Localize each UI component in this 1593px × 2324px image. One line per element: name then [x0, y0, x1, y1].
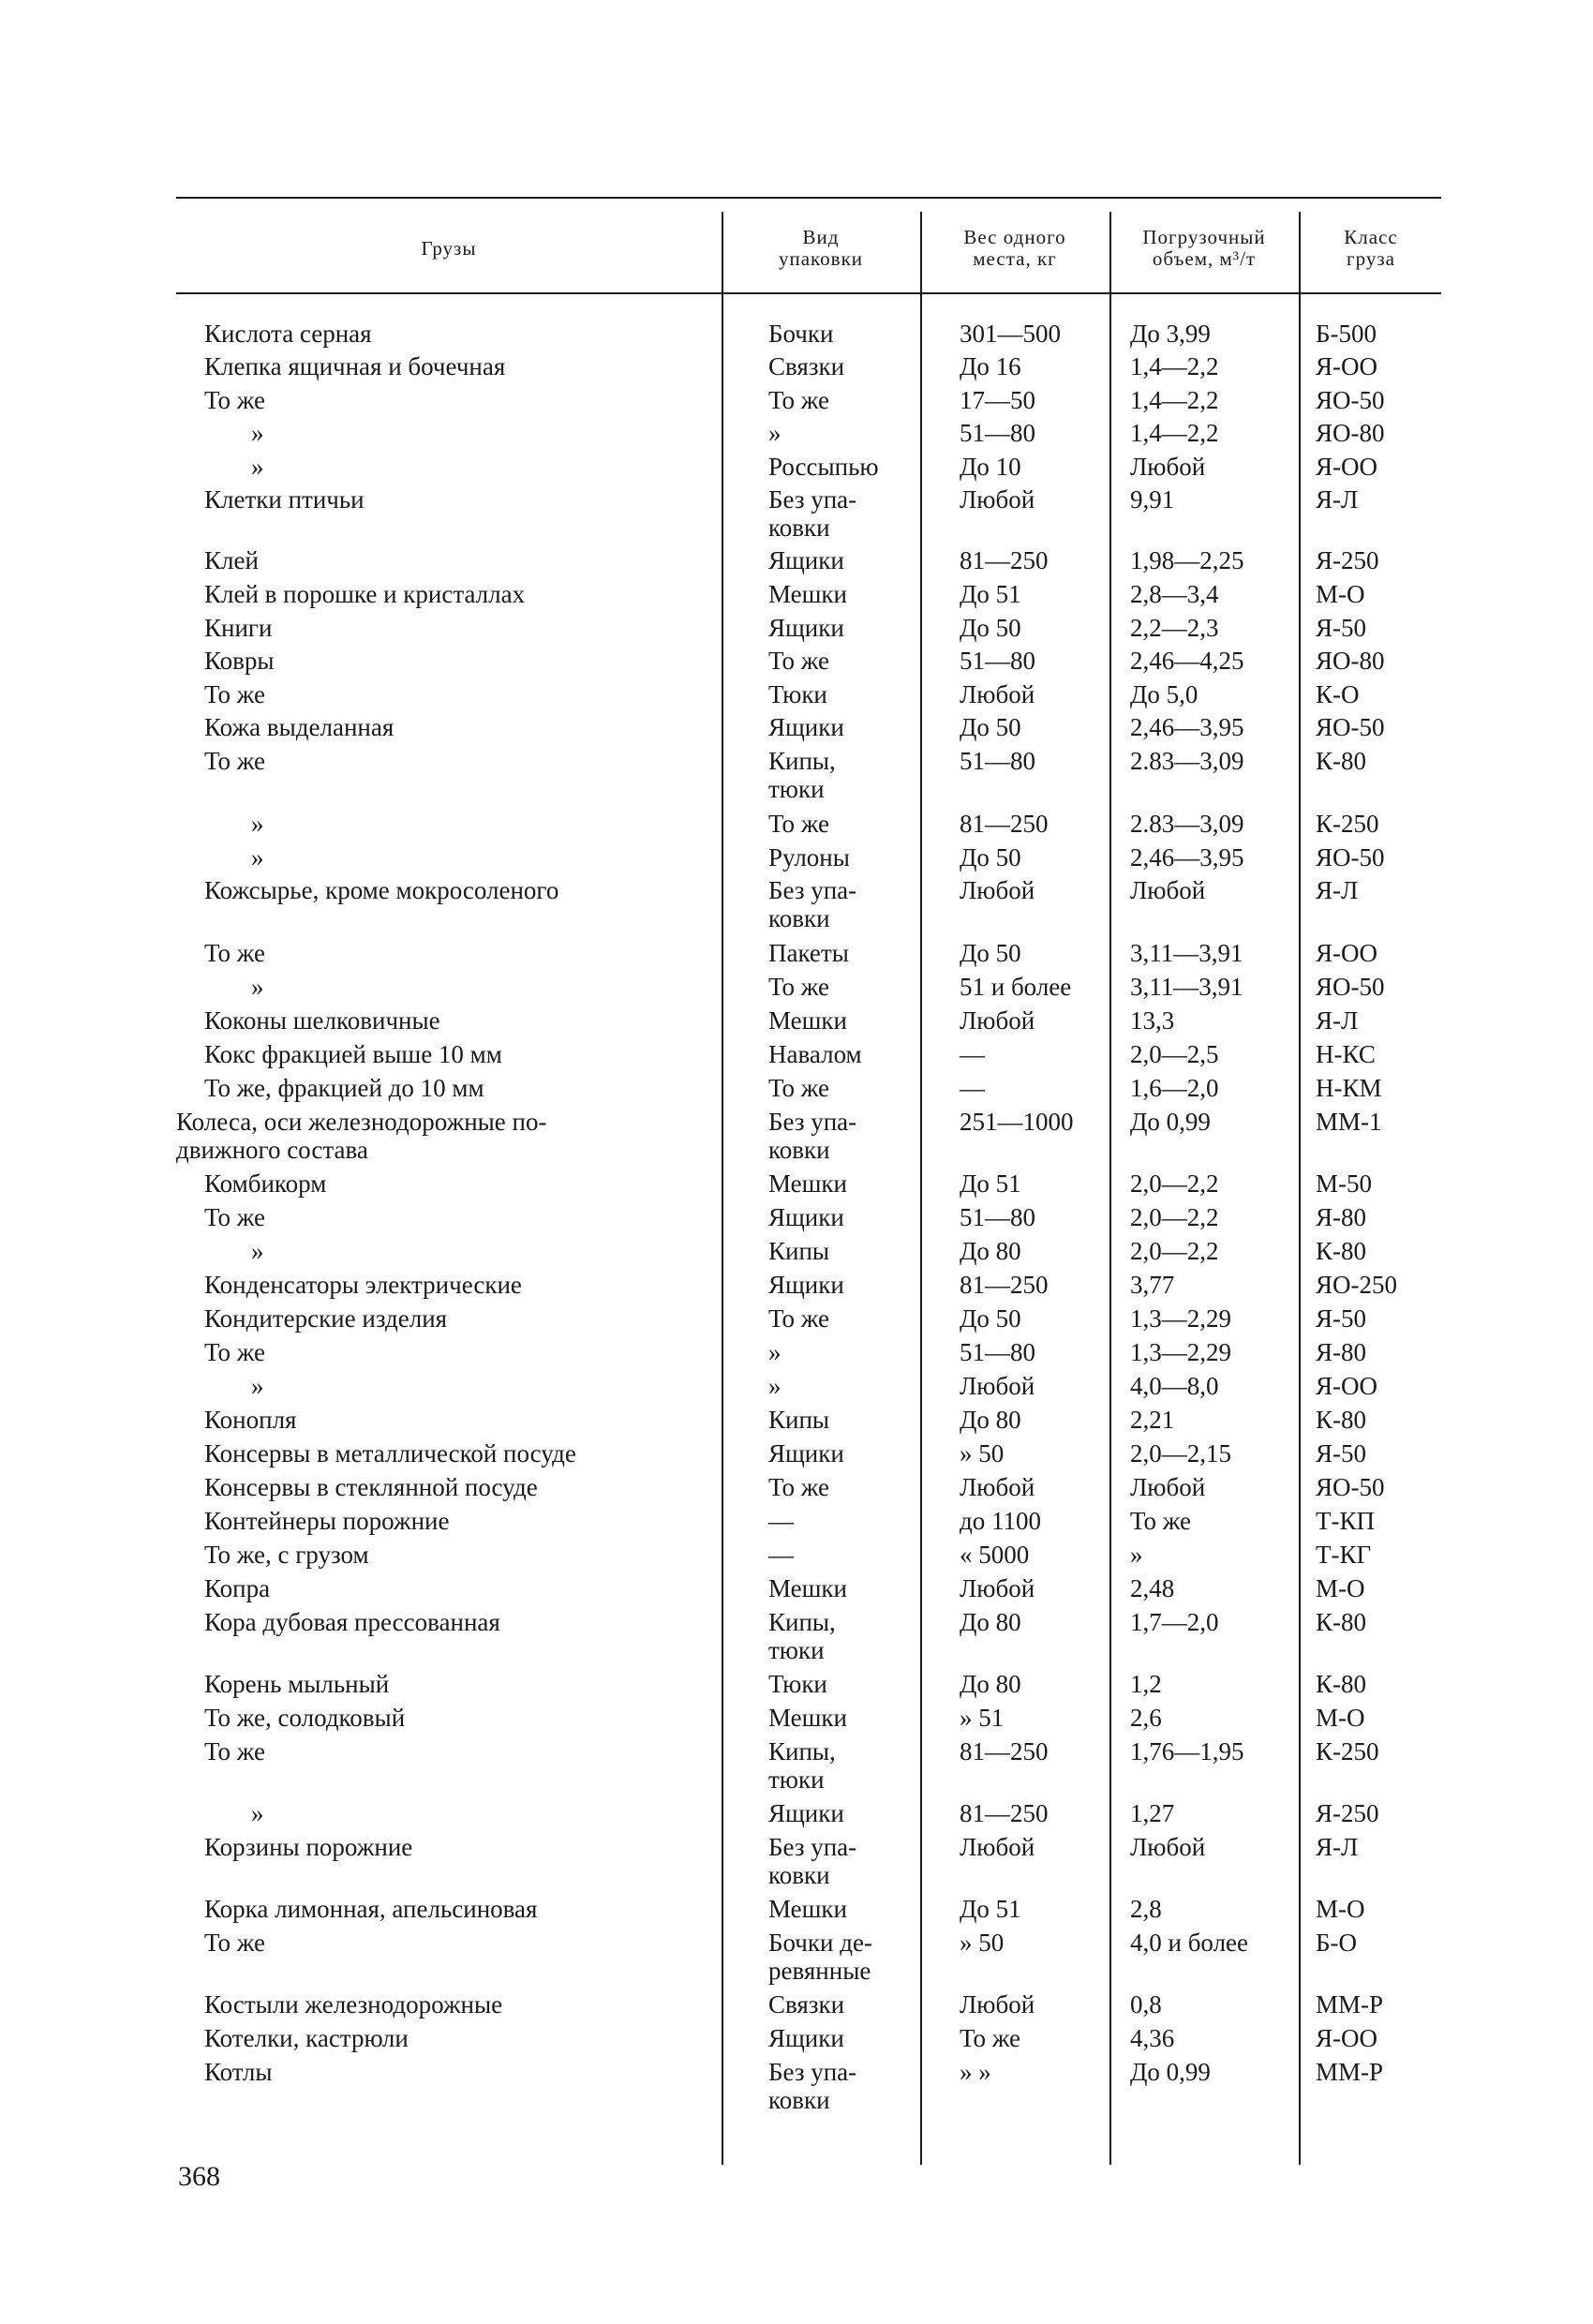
unit-weight: То же [960, 2024, 1020, 2052]
unit-weight: До 50 [960, 614, 1021, 642]
cargo-class: Я-50 [1316, 614, 1366, 642]
packing-type: Ящики [768, 2024, 844, 2052]
loading-volume: 2,8 [1130, 1895, 1162, 1923]
cargo-name: Корка лимонная, апельсиновая [204, 1895, 538, 1923]
packing-type: Навалом [768, 1040, 862, 1068]
loading-volume: До 3,99 [1130, 320, 1211, 348]
loading-volume: Любой [1130, 453, 1206, 481]
packing-type: Рулоны [768, 843, 850, 872]
loading-volume: 4,36 [1130, 2024, 1175, 2052]
table-header-rule [176, 292, 1441, 294]
packing-type: Без упа- ковки [768, 1108, 857, 1164]
column-divider [920, 212, 922, 2165]
cargo-name: Котлы [204, 2058, 273, 2086]
loading-volume: 1,6—2,0 [1130, 1074, 1219, 1102]
cargo-class: ЯО-50 [1316, 973, 1385, 1001]
cargo-class: ММ-Р [1316, 1990, 1384, 2019]
packing-type: Ящики [768, 546, 844, 574]
packing-type: — [768, 1507, 794, 1535]
loading-volume: 4,0—8,0 [1130, 1372, 1219, 1400]
cargo-name: » [251, 843, 264, 872]
unit-weight: Любой [960, 1574, 1035, 1602]
packing-type: Тюки [768, 1670, 827, 1698]
packing-type: — [768, 1541, 794, 1569]
packing-type: Мешки [768, 1704, 847, 1732]
cargo-name: То же [204, 1929, 265, 1957]
cargo-class: Н-КС [1316, 1040, 1376, 1068]
cargo-class: Н-КМ [1316, 1074, 1382, 1102]
cargo-class: Я-ОО [1316, 352, 1377, 380]
cargo-name: Клепка ящичная и бочечная [204, 352, 506, 380]
cargo-class: Б-500 [1316, 320, 1377, 348]
header-weight: Вес одного места, кг [963, 226, 1066, 270]
cargo-name: Кожа выделанная [204, 713, 395, 741]
cargo-class: К-250 [1316, 1737, 1379, 1765]
packing-type: Без упа- ковки [768, 1833, 857, 1889]
packing-type: Ящики [768, 614, 844, 642]
loading-volume: 3,11—3,91 [1130, 939, 1243, 967]
unit-weight: 81—250 [960, 1271, 1049, 1299]
cargo-class: Я-ОО [1316, 453, 1377, 481]
cargo-name: То же, с грузом [204, 1541, 369, 1569]
cargo-name: Ковры [204, 647, 275, 675]
loading-volume: 2,46—4,25 [1130, 647, 1244, 675]
cargo-class: М-О [1316, 1895, 1365, 1923]
cargo-name: Кондитерские изделия [204, 1304, 448, 1333]
loading-volume: 2,8—3,4 [1130, 580, 1219, 608]
cargo-class: К-80 [1316, 1608, 1366, 1636]
loading-volume: 4,0 и более [1130, 1929, 1249, 1957]
unit-weight: 301—500 [960, 320, 1061, 348]
loading-volume: Любой [1130, 876, 1206, 904]
packing-type: То же [768, 1074, 829, 1102]
unit-weight: » 51 [960, 1704, 1005, 1732]
cargo-name: Конденсаторы электрические [204, 1271, 522, 1299]
cargo-name: То же [204, 680, 265, 708]
packing-type: Без упа- ковки [768, 2058, 857, 2114]
page-number: 368 [178, 2161, 220, 2192]
cargo-name: Кислота серная [204, 320, 372, 348]
packing-type: Ящики [768, 1203, 844, 1231]
cargo-class: Я-Л [1316, 876, 1359, 904]
cargo-class: Я-Л [1316, 485, 1359, 514]
loading-volume: 2,21 [1130, 1406, 1175, 1434]
packing-type: Бочки де- ревянные [768, 1929, 872, 1985]
unit-weight: 51—80 [960, 1338, 1035, 1366]
loading-volume: 2,46—3,95 [1130, 713, 1244, 741]
cargo-name: Комбикорм [204, 1169, 327, 1198]
cargo-name: » [251, 810, 264, 838]
packing-type: Кипы, тюки [768, 1608, 836, 1664]
packing-type: То же [768, 386, 829, 414]
header-packing: Вид упаковки [778, 226, 864, 270]
loading-volume: 3,11—3,91 [1130, 973, 1243, 1001]
packing-type: Ящики [768, 713, 844, 741]
column-divider [1109, 212, 1111, 2165]
cargo-name: Клетки птичьи [204, 485, 365, 514]
cargo-name: Конопля [204, 1406, 297, 1434]
unit-weight: » 50 [960, 1929, 1005, 1957]
cargo-class: М-50 [1316, 1169, 1372, 1198]
loading-volume: 2,0—2,2 [1130, 1203, 1219, 1231]
packing-type: Бочки [768, 320, 834, 348]
cargo-name: Копра [204, 1574, 271, 1602]
unit-weight: Любой [960, 680, 1035, 708]
cargo-name: То же [204, 747, 265, 775]
unit-weight: 51—80 [960, 419, 1035, 447]
unit-weight: Любой [960, 1006, 1035, 1035]
loading-volume: 1,3—2,29 [1130, 1338, 1231, 1366]
cargo-class: К-250 [1316, 810, 1379, 838]
cargo-class: ЯО-50 [1316, 386, 1385, 414]
cargo-class: Я-ОО [1316, 2024, 1377, 2052]
cargo-class: Я-80 [1316, 1203, 1366, 1231]
cargo-class: Я-80 [1316, 1338, 1366, 1366]
unit-weight: До 50 [960, 843, 1021, 872]
cargo-class: М-О [1316, 1574, 1365, 1602]
packing-type: Кипы [768, 1406, 830, 1434]
cargo-name: То же [204, 1203, 265, 1231]
cargo-class: Я-50 [1316, 1304, 1366, 1333]
loading-volume: 1,27 [1130, 1799, 1175, 1827]
cargo-class: Я-250 [1316, 546, 1379, 574]
packing-type: » [768, 419, 782, 447]
cargo-name: Костыли железнодорожные [204, 1990, 503, 2019]
packing-type: Ящики [768, 1799, 844, 1827]
unit-weight: До 80 [960, 1608, 1021, 1636]
loading-volume: 9,91 [1130, 485, 1175, 514]
packing-type: Пакеты [768, 939, 849, 967]
packing-type: Кипы, тюки [768, 1737, 836, 1794]
unit-weight: До 51 [960, 1169, 1021, 1198]
cargo-class: ЯО-50 [1316, 843, 1385, 872]
unit-weight: » 50 [960, 1439, 1005, 1467]
header-cargo: Грузы [421, 237, 477, 260]
cargo-name: Котелки, кастрюли [204, 2024, 409, 2052]
cargo-class: К-80 [1316, 747, 1366, 775]
cargo-class: Я-250 [1316, 1799, 1379, 1827]
unit-weight: Любой [960, 1372, 1035, 1400]
unit-weight: До 50 [960, 939, 1021, 967]
packing-type: То же [768, 973, 829, 1001]
cargo-class: Б-О [1316, 1929, 1357, 1957]
unit-weight: Любой [960, 485, 1035, 514]
packing-type: Тюки [768, 680, 827, 708]
cargo-name: Консервы в стеклянной посуде [204, 1473, 538, 1501]
unit-weight: Любой [960, 1473, 1035, 1501]
unit-weight: До 50 [960, 1304, 1021, 1333]
cargo-name: » [251, 1237, 264, 1265]
cargo-name: То же, фракцией до 10 мм [204, 1074, 484, 1102]
unit-weight: « 5000 [960, 1541, 1030, 1569]
packing-type: Россыпью [768, 453, 879, 481]
loading-volume: До 5,0 [1130, 680, 1198, 708]
cargo-class: К-80 [1316, 1406, 1366, 1434]
header-volume: Погрузочный объем, м³/т [1142, 226, 1266, 270]
packing-type: Мешки [768, 580, 847, 608]
unit-weight: 81—250 [960, 1799, 1049, 1827]
unit-weight: 51—80 [960, 1203, 1035, 1231]
unit-weight: До 51 [960, 580, 1021, 608]
cargo-name: » [251, 419, 264, 447]
cargo-class: Т-КГ [1316, 1541, 1372, 1569]
cargo-name: Книги [204, 614, 273, 642]
packing-type: Связки [768, 352, 845, 380]
header-class: Класс груза [1344, 226, 1398, 270]
cargo-class: М-О [1316, 580, 1365, 608]
loading-volume: 1,4—2,2 [1130, 352, 1219, 380]
packing-type: Мешки [768, 1574, 847, 1602]
unit-weight: 81—250 [960, 810, 1049, 838]
cargo-name: То же [204, 1338, 265, 1366]
packing-type: Ящики [768, 1271, 844, 1299]
cargo-name: То же [204, 1737, 265, 1765]
cargo-name: Колеса, оси железнодорожные по- движного состава [176, 1108, 547, 1164]
table-top-rule [176, 197, 1441, 199]
loading-volume: 1,4—2,2 [1130, 419, 1219, 447]
loading-volume: 1,2 [1130, 1670, 1162, 1698]
cargo-name: » [251, 1799, 264, 1827]
unit-weight: До 10 [960, 453, 1021, 481]
loading-volume: 1,7—2,0 [1130, 1608, 1219, 1636]
cargo-name: Кора дубовая прессованная [204, 1608, 500, 1636]
cargo-name: » [251, 973, 264, 1001]
unit-weight: 17—50 [960, 386, 1035, 414]
cargo-class: ММ-Р [1316, 2058, 1384, 2086]
unit-weight: До 16 [960, 352, 1021, 380]
loading-volume: 2,0—2,2 [1130, 1237, 1219, 1265]
unit-weight: 81—250 [960, 1737, 1049, 1765]
loading-volume: 2,48 [1130, 1574, 1175, 1602]
loading-volume: 1,76—1,95 [1130, 1737, 1244, 1765]
loading-volume: 2.83—3,09 [1130, 747, 1244, 775]
unit-weight: 251—1000 [960, 1108, 1074, 1136]
cargo-name: Контейнеры порожние [204, 1507, 450, 1535]
unit-weight: Любой [960, 876, 1035, 904]
cargo-class: К-80 [1316, 1670, 1366, 1698]
unit-weight: Любой [960, 1990, 1035, 2019]
cargo-name: » [251, 1372, 264, 1400]
loading-volume: 1,3—2,29 [1130, 1304, 1231, 1333]
packing-type: То же [768, 647, 829, 675]
cargo-name: Кожсырье, кроме мокросоленого [204, 876, 559, 904]
loading-volume: 2,2—2,3 [1130, 614, 1219, 642]
unit-weight: » » [960, 2058, 991, 2086]
loading-volume: 2,0—2,15 [1130, 1439, 1231, 1467]
cargo-name: Консервы в металлической посуде [204, 1439, 576, 1467]
loading-volume: Любой [1130, 1473, 1206, 1501]
cargo-name: Клей в порошке и кристаллах [204, 580, 526, 608]
loading-volume: 2,46—3,95 [1130, 843, 1244, 872]
cargo-class: Я-Л [1316, 1006, 1359, 1035]
unit-weight: 51 и более [960, 973, 1072, 1001]
packing-type: Связки [768, 1990, 845, 2019]
cargo-class: К-80 [1316, 1237, 1366, 1265]
cargo-name: Коконы шелковичные [204, 1006, 440, 1035]
unit-weight: До 51 [960, 1895, 1021, 1923]
unit-weight: До 80 [960, 1237, 1021, 1265]
unit-weight: 51—80 [960, 747, 1035, 775]
unit-weight: — [960, 1040, 985, 1068]
loading-volume: 1,98—2,25 [1130, 546, 1244, 574]
cargo-name: » [251, 453, 264, 481]
cargo-class: М-О [1316, 1704, 1365, 1732]
cargo-name: Корзины порожние [204, 1833, 413, 1861]
cargo-class: ЯО-50 [1316, 1473, 1385, 1501]
packing-type: Мешки [768, 1895, 847, 1923]
packing-type: Кипы [768, 1237, 830, 1265]
loading-volume: То же [1130, 1507, 1191, 1535]
loading-volume: 2,0—2,5 [1130, 1040, 1219, 1068]
packing-type: Мешки [768, 1006, 847, 1035]
loading-volume: До 0,99 [1130, 2058, 1211, 2086]
loading-volume: До 0,99 [1130, 1108, 1211, 1136]
unit-weight: До 80 [960, 1670, 1021, 1698]
packing-type: То же [768, 810, 829, 838]
packing-type: Без упа- ковки [768, 485, 857, 542]
packing-type: Без упа- ковки [768, 876, 857, 932]
packing-type: Ящики [768, 1439, 844, 1467]
cargo-class: Я-50 [1316, 1439, 1366, 1467]
cargo-name: То же [204, 939, 265, 967]
loading-volume: » [1130, 1541, 1143, 1569]
cargo-class: ЯО-50 [1316, 713, 1385, 741]
cargo-class: Я-ОО [1316, 1372, 1377, 1400]
loading-volume: 2.83—3,09 [1130, 810, 1244, 838]
loading-volume: 2,0—2,2 [1130, 1169, 1219, 1198]
cargo-class: ММ-1 [1316, 1108, 1382, 1136]
unit-weight: 81—250 [960, 546, 1049, 574]
packing-type: То же [768, 1304, 829, 1333]
loading-volume: 3,77 [1130, 1271, 1175, 1299]
cargo-class: Т-КП [1316, 1507, 1375, 1535]
loading-volume: 0,8 [1130, 1990, 1162, 2019]
loading-volume: Любой [1130, 1833, 1206, 1861]
cargo-class: ЯО-80 [1316, 419, 1385, 447]
cargo-class: Я-Л [1316, 1833, 1359, 1861]
unit-weight: До 80 [960, 1406, 1021, 1434]
cargo-class: ЯО-80 [1316, 647, 1385, 675]
unit-weight: Любой [960, 1833, 1035, 1861]
packing-type: » [768, 1338, 782, 1366]
cargo-class: К-О [1316, 680, 1360, 708]
unit-weight: До 50 [960, 713, 1021, 741]
unit-weight: — [960, 1074, 985, 1102]
loading-volume: 1,4—2,2 [1130, 386, 1219, 414]
unit-weight: 51—80 [960, 647, 1035, 675]
cargo-name: Кокс фракцией выше 10 мм [204, 1040, 502, 1068]
cargo-name: То же [204, 386, 265, 414]
packing-type: » [768, 1372, 782, 1400]
packing-type: Мешки [768, 1169, 847, 1198]
cargo-name: То же, солодковый [204, 1704, 406, 1732]
cargo-name: Корень мыльный [204, 1670, 390, 1698]
loading-volume: 13,3 [1130, 1006, 1175, 1035]
packing-type: Кипы, тюки [768, 747, 836, 803]
loading-volume: 2,6 [1130, 1704, 1162, 1732]
cargo-name: Клей [204, 546, 259, 574]
cargo-class: Я-ОО [1316, 939, 1377, 967]
unit-weight: до 1100 [960, 1507, 1041, 1535]
cargo-class: ЯО-250 [1316, 1271, 1397, 1299]
packing-type: То же [768, 1473, 829, 1501]
